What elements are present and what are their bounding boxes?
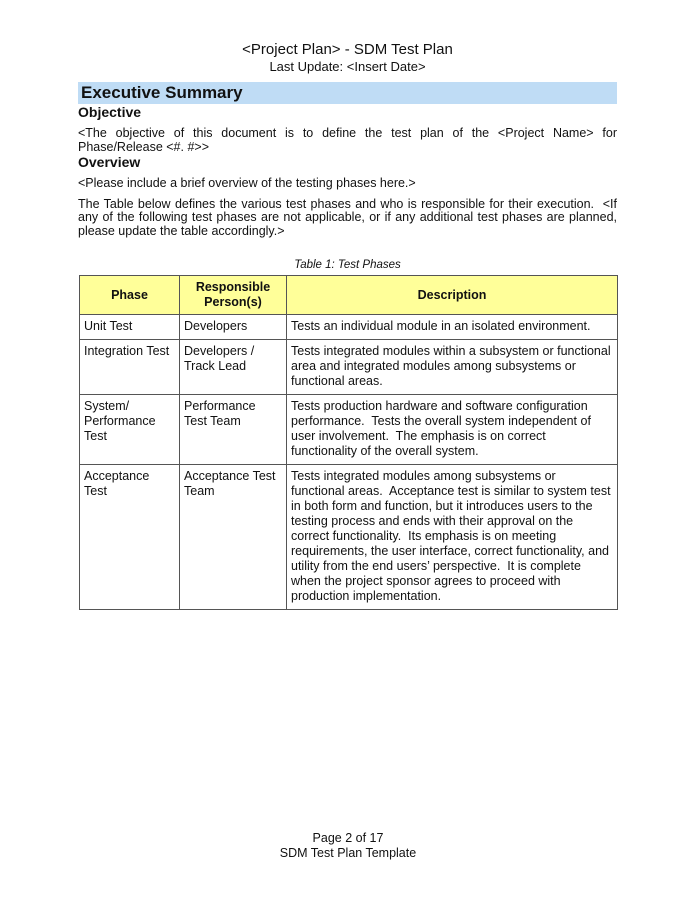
column-header-responsible: Responsible Person(s) xyxy=(180,276,287,315)
last-update-line: Last Update: <Insert Date> xyxy=(269,59,426,74)
description-cell: Tests production hardware and software configuration performance. Tests the overall system independent of user involvement. The emphasis is on correct functionality of the overall system. xyxy=(287,395,618,465)
objective-paragraph: <The objective of this document is to define the test plan of the <Project Name> for Phase/Release <#. #>> xyxy=(78,126,621,154)
table-row-acceptance-test xyxy=(80,465,618,610)
table-caption: Table 1: Test Phases xyxy=(294,259,401,271)
phase-cell: Integration Test xyxy=(80,340,180,395)
table-row-system-performance-test xyxy=(80,395,618,465)
overview-paragraph-2: The Table below defines the various test phases and who is responsible for their execution. <If any of the following test phases are not applicable, or if any additional test phases are planned, please update the table accordingly.> xyxy=(78,196,621,238)
responsible-cell: Developers / Track Lead xyxy=(180,340,287,395)
responsible-cell: Acceptance Test Team xyxy=(180,465,287,610)
column-header-description: Description xyxy=(287,276,618,315)
page-footer xyxy=(0,831,696,860)
description-cell: Tests integrated modules among subsystems or functional areas. Acceptance test is similar to system test in both form and function, but it introduces users to the testing process and ends with their approval on the correct functionality. Its emphasis is on meeting requirements, the user interface, correct functionality, and utility from the end users’ perspective. It is complete when the project sponsor agrees to proceed with production implementation. xyxy=(287,465,618,610)
phase-cell: Unit Test xyxy=(80,315,180,340)
phase-cell: System/ Performance Test xyxy=(80,395,180,465)
overview-paragraph-1: <Please include a brief overview of the testing phases here.> xyxy=(78,176,416,190)
page-title: <Project Plan> - SDM Test Plan xyxy=(242,41,453,58)
responsible-cell: Performance Test Team xyxy=(180,395,287,465)
table-row-unit-test xyxy=(80,315,618,340)
section-heading-overview: Overview xyxy=(78,154,141,170)
page-content xyxy=(78,0,621,610)
table-row-integration-test xyxy=(80,340,618,395)
table-header-row xyxy=(80,276,618,315)
phase-cell: Acceptance Test xyxy=(80,465,180,610)
column-header-phase: Phase xyxy=(80,276,180,315)
footer-page-number: Page 2 of 17 xyxy=(312,831,384,845)
description-cell: Tests an individual module in an isolated environment. xyxy=(287,315,618,340)
test-phases-table xyxy=(79,275,618,610)
description-cell: Tests integrated modules within a subsystem or functional area and integrated modules among subsystems or functional areas. xyxy=(287,340,618,395)
executive-summary-banner: Executive Summary xyxy=(78,82,617,104)
document-header xyxy=(78,41,617,74)
section-heading-objective: Objective xyxy=(78,104,142,120)
responsible-cell: Developers xyxy=(180,315,287,340)
footer-template-name: SDM Test Plan Template xyxy=(279,845,417,860)
